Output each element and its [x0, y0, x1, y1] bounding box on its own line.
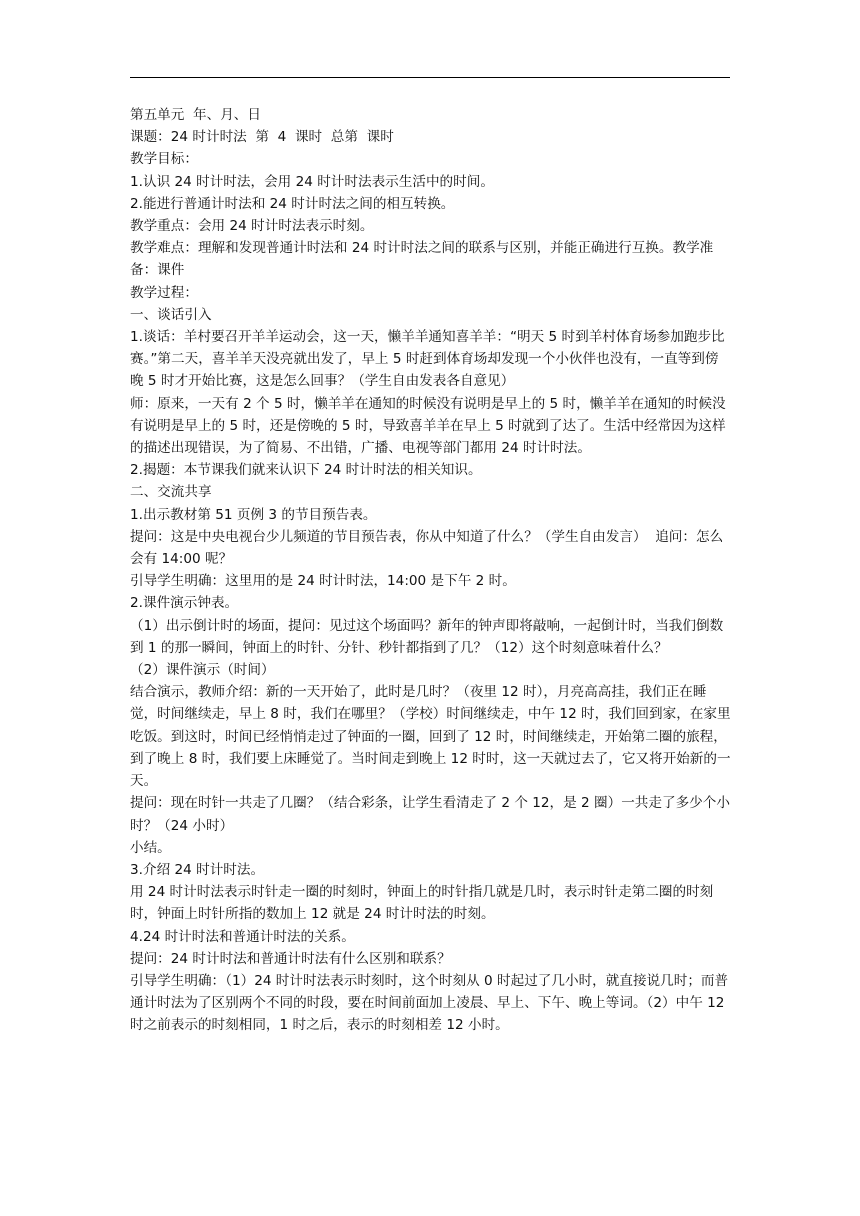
paragraph-circle-question: 提问：现在时针一共走了几圈？（结合彩条，让学生看清走了 2 个 12，是 2 圈）一共走了多少个小时？（24 小时）	[130, 795, 730, 834]
paragraph-summary: 小结。	[130, 839, 171, 856]
paragraph-show-table: 1.出示教材第 51 页例 3 的节目预告表。	[130, 506, 377, 523]
header-rule	[130, 77, 730, 78]
key-point: 教学重点：会用 24 时计时法表示时刻。	[130, 218, 374, 235]
paragraph-question: 提问：这是中央电视台少儿频道的节目预告表，你从中知道了什么？（学生自由发言） 追问：怎么会有 14:00 呢？	[130, 528, 724, 568]
paragraph-clock-demo: 2.课件演示钟表。	[130, 595, 239, 612]
lesson-plan-body	[130, 104, 732, 1037]
unit-title: 第五单元 年、月、日	[130, 107, 261, 123]
part-heading-share: 二、交流共享	[130, 484, 212, 501]
goal-item-2: 2.能进行普通计时法和 24 时计时法之间的相互转换。	[130, 195, 455, 212]
difficult-point: 教学难点：理解和发现普通计时法和 24 时计时法之间的联系与区别，并能正确进行互换。教学准备：课件	[130, 240, 714, 279]
paragraph-reveal-topic: 2.揭题：本节课我们就来认识下 24 时计时法的相关知识。	[130, 462, 482, 479]
paragraph-courseware: （2）课件演示（时间）	[130, 662, 275, 679]
part-heading-intro: 一、谈话引入	[130, 306, 212, 323]
paragraph-countdown: （1）出示倒计时的场面，提问：见过这个场面吗？新年的钟声即将敲响，一起倒计时，当我们倒数到 1 的那一瞬间，钟面上的时针、分针、秒针都指到了几？（12）这个时刻意味着什么？	[130, 617, 724, 656]
section-heading-process: 教学过程：	[130, 284, 198, 301]
paragraph-relation-answer: 引导学生明确：（1）24 时计时法表示时刻时，这个时刻从 0 时起过了几小时，就直接说几时；而普通计时法为了区别两个不同的时段，要在时间前面加上凌晨、早上、下午、晚上等词。（2）中午 12 时之前表示的时刻相同，1 时之后，表示的时刻相差 12 小时。	[130, 972, 729, 1034]
paragraph-24h-rule: 用 24 时计时法表示时针走一圈的时刻时，钟面上的时针指几就是几时，表示时针走第二圈的时刻时，钟面上时针所指的数加上 12 就是 24 时计时法的时刻。	[130, 884, 714, 923]
goal-item-1: 1.认识 24 时计时法，会用 24 时计时法表示生活中的时间。	[130, 173, 494, 190]
section-heading-goals: 教学目标：	[130, 151, 198, 168]
lesson-topic: 课题：24 时计时法 第 4 课时 总第 课时	[130, 129, 394, 146]
paragraph-day-walkthrough: 结合演示，教师介绍：新的一天开始了，此时是几时？（夜里 12 时），月亮高高挂，我们正在睡觉，时间继续走，早上 8 时，我们在哪里？（学校）时间继续走，中午 12 时，我们回到家，在家里吃饭。到这时，时间已经悄悄走过了钟面的一圈，回到了 12 时，时间继续走，开始第二圈的旅程，到了晚上 8 时，我们要上床睡觉了。当时间走到晚上 12 时时，这一天就过去了，它又将开始新的一天。	[130, 684, 731, 790]
paragraph-story: 1.谈话：羊村要召开羊羊运动会，这一天，懒羊羊通知喜羊羊：“明天 5 时到羊村体育场参加跑步比赛。”第二天，喜羊羊天没亮就出发了，早上 5 时赶到体育场却发现一个小伙伴也没有，一直等到傍晚 5 时才开始比赛，这是怎么回事？（学生自由发表各自意见）	[130, 329, 725, 390]
paragraph-guide: 引导学生明确：这里用的是 24 时计时法，14:00 是下午 2 时。	[130, 573, 516, 590]
paragraph-teacher-explain: 师：原来，一天有 2 个 5 时，懒羊羊在通知的时候没有说明是早上的 5 时，懒羊羊在通知的时候没有说明是早上的 5 时，还是傍晚的 5 时，导致喜羊羊在早上 5 时就到了达了。生活中经常因为这样的描述出现错误，为了简易、不出错，广播、电视等部门都用 24 时计时法。	[130, 395, 726, 457]
paragraph-relation-question: 提问：24 时计时法和普通计时法有什么区别和联系？	[130, 950, 451, 967]
paragraph-introduce-24h: 3.介绍 24 时计时法。	[130, 861, 265, 878]
paragraph-relation-heading: 4.24 时计时法和普通计时法的关系。	[130, 928, 355, 945]
